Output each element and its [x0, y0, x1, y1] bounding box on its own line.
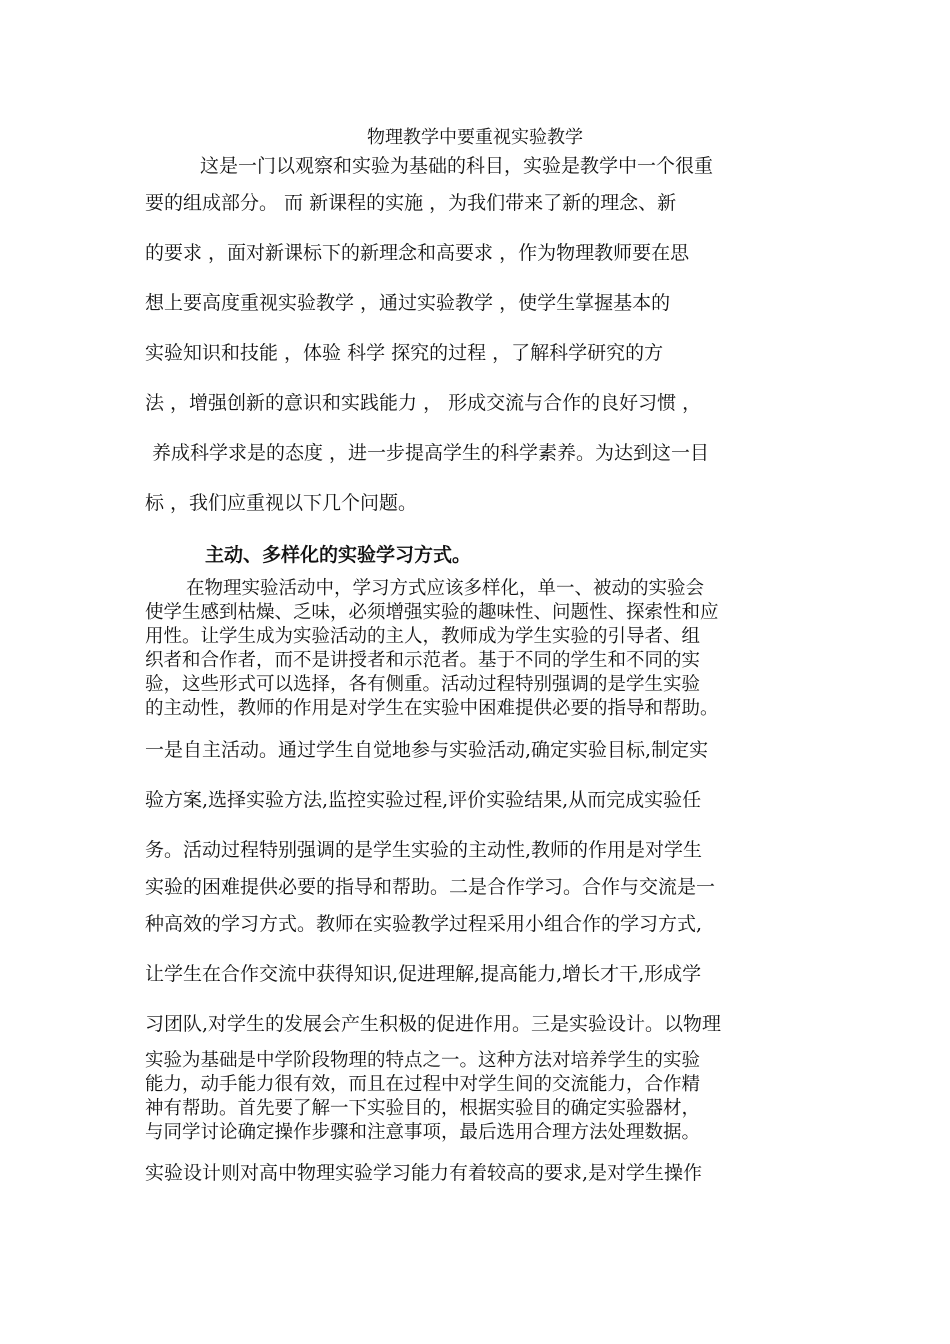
paragraph-line: 习团队,对学生的发展会产生积极的促进作用。三是实验设计。以物理 [145, 1013, 722, 1035]
page-title: 物理教学中要重视实验教学 [367, 127, 583, 148]
paragraph-line: 务。活动过程特别强调的是学生实验的主动性,教师的作用是对学生 [145, 839, 703, 861]
paragraph-line: 让学生在合作交流中获得知识,促进理解,提高能力,增长才干,形成学 [145, 963, 702, 985]
paragraph-line: 实验为基础是中学阶段物理的特点之一。这种方法对培养学生的实验 [145, 1050, 701, 1071]
paragraph-line: 实验设计则对高中物理实验学习能力有着较高的要求,是对学生操作 [145, 1162, 703, 1184]
intro-line: 要的组成部分。 而 新课程的实施 ，为我们带来了新的理念、新 [145, 192, 677, 214]
intro-line: 这是一门以观察和实验为基础的科目，实验是教学中一个很重 [200, 155, 714, 177]
paragraph-line: 实验的困难提供必要的指导和帮助。二是合作学习。合作与交流是一 [145, 876, 716, 898]
paragraph-line: 神有帮助。首先要了解一下实验目的，根据实验目的确定实验器材， [145, 1098, 701, 1119]
paragraph-line: 织者和合作者，而不是讲授者和示范者。基于不同的学生和不同的实 [145, 650, 701, 671]
intro-line: 实验知识和技能 ，体验 科学 探究的过程 ，了解科学研究的方 [145, 342, 664, 364]
paragraph-line: 与同学讨论确定操作步骤和注意事项，最后选用合理方法处理数据。 [145, 1122, 701, 1143]
paragraph-line: 使学生感到枯燥、乏味，必须增强实验的趣味性、问题性、探索性和应 [145, 602, 719, 623]
paragraph-line: 种高效的学习方式。教师在实验教学过程采用小组合作的学习方式, [145, 913, 703, 935]
paragraph-line: 一是自主活动。通过学生自觉地参与实验活动,确定实验目标,制定实 [145, 739, 709, 761]
intro-line: 标 ，我们应重视以下几个问题。 [145, 492, 418, 514]
paragraph-line: 的主动性，教师的作用是对学生在实验中困难提供必要的指导和帮助。 [145, 698, 719, 719]
paragraph-line: 验方案,选择实验方法,监控实验过程,评价实验结果,从而完成实验任 [145, 789, 702, 811]
intro-line: 的要求 ，面对新课标下的新理念和高要求 ，作为物理教师要在思 [145, 242, 690, 264]
paragraph-line: 能力，动手能力很有效，而且在过程中对学生间的交流能力，合作精 [145, 1074, 701, 1095]
paragraph-line: 验，这些形式可以选择，各有侧重。活动过程特别强调的是学生实验 [145, 674, 701, 695]
paragraph-line: 在物理实验活动中，学习方式应该多样化，单一、被动的实验会 [186, 578, 705, 599]
paragraph-line: 用性。让学生成为实验活动的主人，教师成为学生实验的引导者、组 [145, 626, 701, 647]
intro-line: 养成科学求是的态度 ，进一步提高学生的科学素养。为达到这一目 [152, 442, 710, 464]
intro-line: 法 ，增强创新的意识和实践能力 ， 形成交流与合作的良好习惯 ， [145, 392, 702, 414]
intro-line: 想上要高度重视实验教学 ，通过实验教学 ，使学生掌握基本的 [145, 292, 671, 314]
section-heading: 主动、多样化的实验学习方式。 [205, 544, 472, 566]
